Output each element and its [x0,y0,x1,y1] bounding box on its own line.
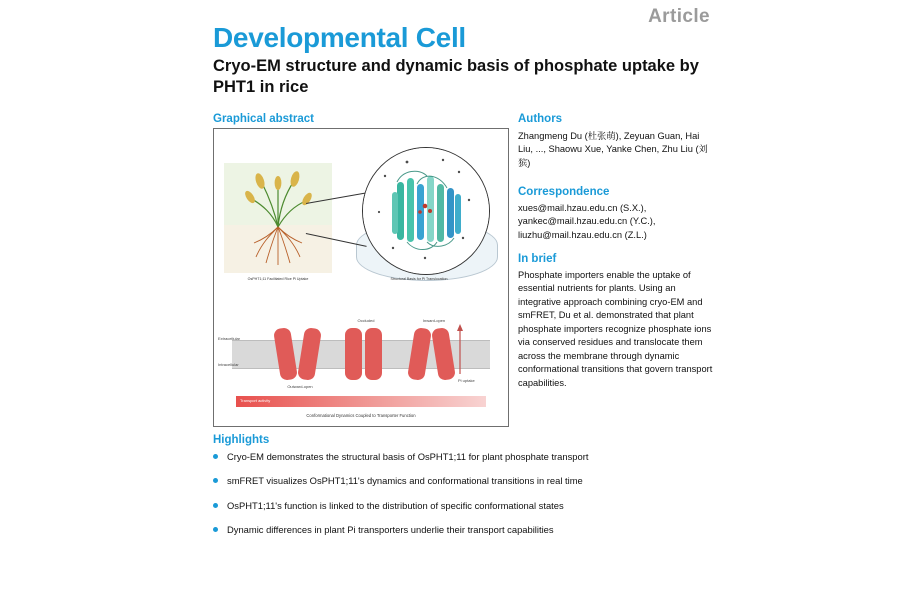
graphical-abstract-heading: Graphical abstract [213,113,314,125]
conformation-inward-open [410,328,454,380]
ga-footer-caption: Conformational Dynamics Coupled to Transporter Function [306,413,416,418]
page-title: Cryo-EM structure and dynamic basis of phosphate uptake by PHT1 in rice [213,57,699,97]
bullet-dot-icon [213,527,218,532]
highlight-text: Dynamic differences in plant Pi transporters underlie their transport capabilities [227,524,554,536]
highlights-list [213,450,713,547]
cryoem-structure-circle [362,147,490,275]
list-item [213,474,713,487]
authors-heading: Authors [518,113,563,125]
cryoem-structure-svg [363,148,489,274]
journal-title: Developmental Cell [213,22,466,53]
list-item [213,523,713,536]
bullet-dot-icon [213,478,218,483]
highlight-text: Cryo-EM demonstrates the structural basis of OsPHT1;11 for plant phosphate transport [227,451,589,462]
highlight-text: smFRET visualizes OsPHT1;11's dynamics and conformational transitions in real time [227,475,583,487]
in-brief-text: Phosphate importers enable the uptake of essential nutrients for plants. Using an integrative approach combining cryo-EM and smFRET, Du et al. demonstrated that plant phosphate importers recognize phosphate ions via conserved residues and translocate them across the membrane through dynamic conformational transitions that govern transport capabilities. [518,270,713,388]
rice-plant-illustration [224,163,332,273]
conformation-outward-open [276,328,320,380]
label-intracellular: Intracellular [218,362,239,367]
list-item [213,450,713,463]
article-type-label: Article [648,6,710,27]
bullet-dot-icon [213,503,218,508]
list-item [213,499,713,512]
label-transport-activity: Transport activity [240,398,271,403]
label-outward-open: Outward-open [287,384,313,389]
ga-top-panel [214,129,508,291]
in-brief-heading: In brief [518,253,557,265]
ga-caption-right: Structural Basis for Pi Translocation [390,277,448,281]
highlights-heading: Highlights [213,434,270,446]
graphical-abstract-figure [213,128,509,427]
ga-caption-left: OsPHT1;11 Facilitated Rice Pi Uptake [247,277,309,281]
label-inward-open: Inward-open [422,318,446,323]
correspondence-emails[interactable]: xues@mail.hzau.edu.cn (S.X.), yankec@mail.hzau.edu.cn (Y.C.), liuzhu@mail.hzau.edu.cn (Z.L.) [518,203,656,240]
bullet-dot-icon [213,454,218,459]
transport-activity-gradient [236,396,486,407]
authors-list: Zhangmeng Du (杜张萌), Zeyuan Guan, Hai Liu, ..., Shaowu Xue, Yanke Chen, Zhu Liu (刘㺍) [518,131,708,168]
rice-plant-svg [224,163,332,273]
pi-uptake-arrow [450,322,484,378]
correspondence-heading: Correspondence [518,186,610,198]
ga-bottom-panel [214,292,508,425]
article-sheet [205,0,718,595]
label-occluded: Occluded [357,318,375,323]
label-extracellular: Extracellular [218,336,241,341]
conformation-occluded [342,328,386,380]
label-pi-uptake: Pi uptake [458,378,475,383]
highlight-text: OsPHT1;11's function is linked to the distribution of specific conformational states [227,499,564,511]
